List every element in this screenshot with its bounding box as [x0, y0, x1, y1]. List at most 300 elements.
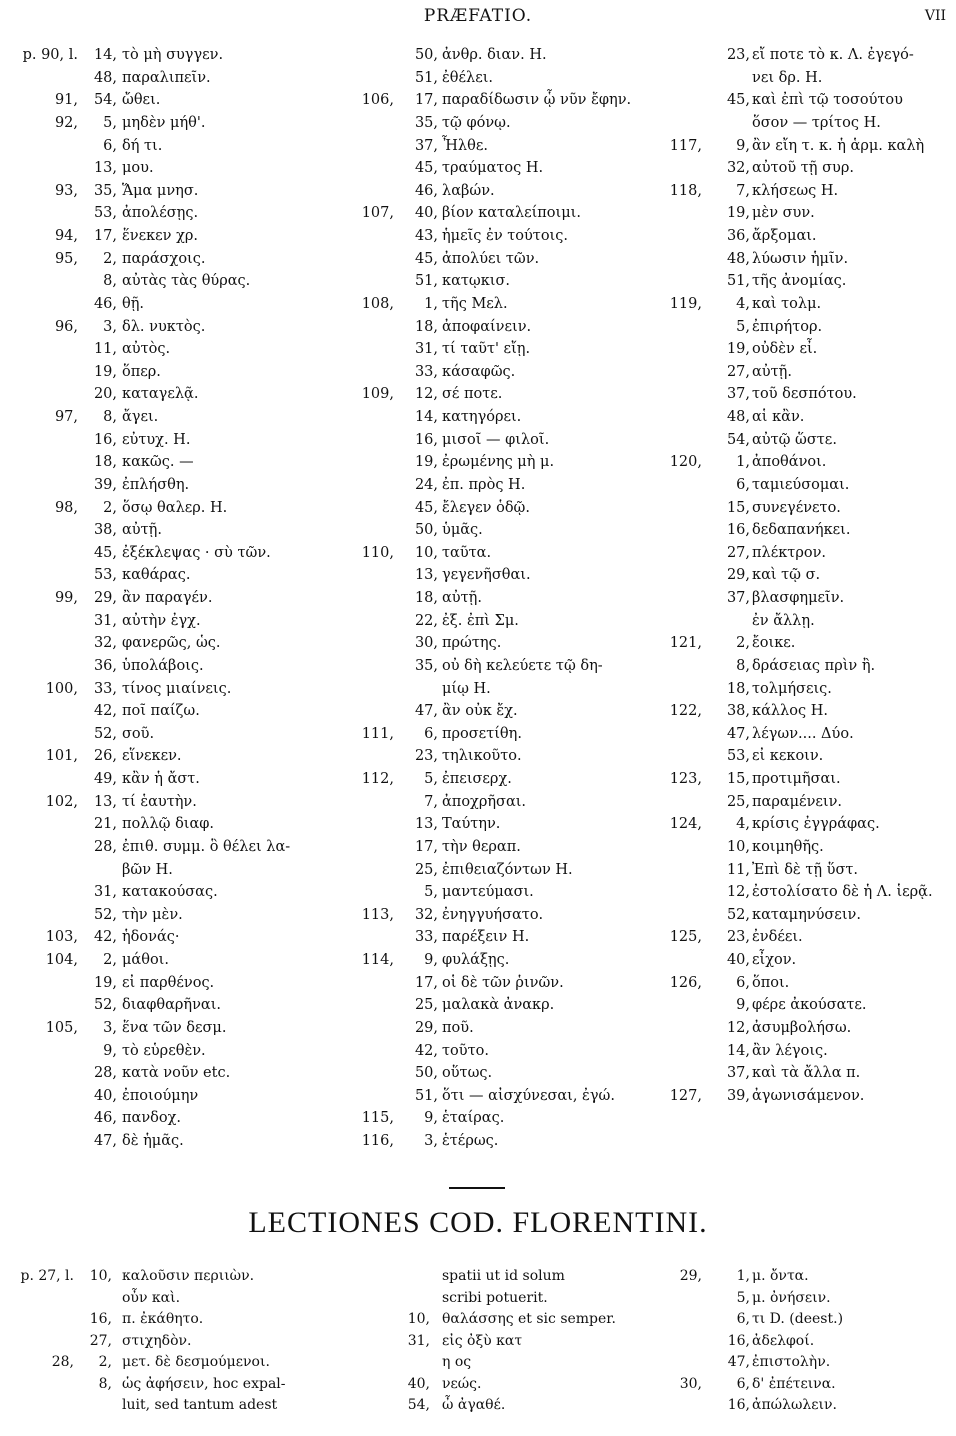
index-entry [640, 632, 956, 655]
entry-reading: συνεγένετο. [752, 499, 841, 516]
entry-page: 115, [361, 1110, 394, 1127]
entry-line: 10, [407, 1311, 430, 1327]
entry-line: 1, [736, 1268, 750, 1284]
entry-line: 5, [736, 318, 750, 335]
index-entry [640, 180, 956, 203]
entry-page: 116, [361, 1133, 394, 1149]
index-entry [0, 270, 320, 293]
entry-line: 12, [414, 386, 438, 403]
index-entry [640, 112, 956, 135]
entry-line: 6, [736, 476, 750, 493]
entry-line: 8, [98, 1375, 112, 1392]
entry-line: 45, [93, 544, 117, 561]
entry-reading: καὶ τὰ ἄλλα π. [752, 1065, 861, 1082]
entry-line: 13, [414, 567, 438, 584]
entry-reading: μισοῖ — φιλοῖ. [442, 431, 550, 448]
entry-line: 40, [726, 952, 750, 968]
index-entry [0, 949, 320, 972]
index-entry [330, 361, 650, 384]
entry-line: 35, [414, 114, 438, 131]
entry-reading: καταμηνύσειν. [752, 906, 861, 923]
entry-reading: βίον καταλείποιμι. [442, 205, 581, 222]
index-entry [640, 745, 956, 768]
entry-reading: ὑμᾶς. [442, 522, 483, 539]
entry-line: 3, [103, 1019, 117, 1036]
entry-line: 42, [93, 703, 117, 720]
entry-reading: κακῶς. — [122, 454, 194, 471]
index-entry [330, 338, 650, 361]
entry-line: 17, [414, 92, 438, 109]
index-entry [330, 1309, 650, 1331]
entry-reading: ἄγει. [122, 409, 159, 425]
entry-line: 42, [93, 929, 117, 946]
index-entry [0, 587, 320, 610]
entry-reading: ἀπώλωλειν. [752, 1397, 837, 1413]
entry-line: 38, [93, 522, 117, 539]
entry-reading: πολλῷ διαφ. [122, 816, 215, 833]
entry-page: 108, [361, 295, 394, 312]
entry-reading: ἀποθάνοι. [752, 454, 827, 471]
entry-page: 118, [669, 182, 702, 199]
entry-reading: πρώτης. [442, 635, 502, 652]
index-entry [640, 949, 956, 972]
index-entry [0, 1352, 330, 1374]
entry-page: 105, [45, 1019, 78, 1036]
index-entry [640, 406, 956, 429]
index-entry [640, 451, 956, 474]
entry-page: 110, [361, 544, 394, 561]
entry-line: 2, [98, 1354, 112, 1370]
entry-page: 101, [45, 748, 78, 765]
index-entry [330, 1266, 650, 1288]
entry-line: 10, [89, 1268, 112, 1284]
entry-page: 126, [669, 974, 702, 991]
entry-line: 8, [103, 273, 117, 290]
entry-line: 14, [414, 409, 438, 425]
entry-reading: φέρε ἀκούσατε. [752, 997, 867, 1014]
entry-line: 40, [93, 1087, 117, 1104]
entry-reading: ἀγωνισάμενον. [752, 1087, 865, 1104]
entry-line: 47, [93, 1133, 117, 1149]
entry-reading: βλασφημεῖν. [752, 590, 845, 606]
entry-line: 31, [414, 341, 438, 358]
entry-page: 124, [669, 816, 702, 833]
entry-reading: καὶ τῷ σ. [752, 567, 821, 584]
entry-reading: αὐτὴν ἐγχ. [122, 612, 201, 629]
entry-line: 18, [726, 680, 750, 697]
index-entry [640, 610, 956, 633]
index-entry [640, 361, 956, 384]
entry-line: 40, [414, 205, 438, 222]
index-entry [330, 678, 650, 701]
entry-line: 43, [414, 228, 438, 244]
entry-reading: οὖν καὶ. [122, 1289, 181, 1306]
entry-reading: ὤθει. [122, 92, 161, 109]
entry-reading: Ἦλθε. [442, 137, 488, 154]
entry-line: 32, [726, 160, 750, 177]
index-entry [330, 949, 650, 972]
index-entry [640, 836, 956, 859]
index-entry [0, 904, 320, 927]
entry-reading: ἡδονάς· [122, 929, 180, 946]
index-entry [330, 1130, 650, 1153]
index-entry [640, 768, 956, 791]
entry-line: 9, [424, 1110, 438, 1127]
entry-reading: μ. ὀνήσειν. [752, 1289, 831, 1306]
index-entry [640, 564, 956, 587]
index-entry [0, 67, 320, 90]
entry-line: 45, [414, 499, 438, 516]
index-entry [0, 202, 320, 225]
index-entry [330, 157, 650, 180]
entry-reading: μίῳ H. [442, 680, 491, 697]
entry-reading: ἕνεκεν χρ. [122, 228, 199, 244]
index-entry [640, 316, 956, 339]
entry-line: 9, [103, 1042, 117, 1059]
entry-line: 27, [89, 1332, 112, 1349]
index-entry [0, 361, 320, 384]
entry-reading: ταῦτα. [442, 544, 492, 561]
entry-line: 5, [736, 1289, 750, 1306]
entry-reading: λύωσιν ἡμῖν. [752, 250, 849, 267]
index-entry [330, 497, 650, 520]
entry-reading: τοῦτο. [442, 1042, 489, 1059]
index-entry [0, 768, 320, 791]
entry-line: 10, [414, 544, 438, 561]
entry-reading: παραμένειν. [752, 793, 843, 810]
entry-line: 37, [726, 1065, 750, 1082]
entry-reading: οὐ δὴ κελεύετε τῷ δη- [442, 657, 603, 674]
entry-line: 38, [726, 703, 750, 720]
index-entry [0, 1085, 320, 1108]
entry-reading: ἀποφαίνειν. [442, 318, 532, 335]
entry-reading: καὶ τολμ. [752, 295, 822, 312]
entry-line: 16, [93, 431, 117, 448]
entry-line: 28, [93, 1065, 117, 1082]
entry-reading: κἂν ἡ ἄστ. [122, 771, 200, 787]
index-entry [0, 316, 320, 339]
index-entry [640, 1085, 956, 1108]
entry-reading: Ἅμα μνησ. [122, 182, 199, 199]
index-entry [640, 1062, 956, 1085]
entry-reading: ἐθέλει. [442, 69, 494, 86]
entry-reading: νεώς. [442, 1375, 482, 1392]
entry-reading: τὴν μὲν. [122, 906, 183, 923]
entry-line: 8, [736, 657, 750, 674]
index-entry [640, 270, 956, 293]
entry-page: 119, [669, 295, 702, 312]
index-entry [330, 1017, 650, 1040]
entry-line: 2, [103, 499, 117, 516]
index-entry [640, 519, 956, 542]
entry-page: 98, [54, 499, 78, 516]
entry-reading: οὐδὲν εἶ. [752, 341, 818, 358]
entry-line: 32, [93, 635, 117, 652]
entry-line: 49, [93, 771, 117, 787]
entry-page: 102, [45, 793, 78, 810]
index-entry [330, 1062, 650, 1085]
entry-reading: ὅποι. [752, 974, 790, 991]
entry-line: 7, [424, 793, 438, 810]
index-entry [640, 202, 956, 225]
entry-line: 36, [93, 657, 117, 674]
entry-reading: εὐτυχ. H. [122, 431, 191, 448]
index-entry [330, 1352, 650, 1374]
entry-reading: ὅτι — αἰσχύνεσαι, ἐγώ. [442, 1087, 615, 1104]
entry-reading: γεγενῆσθαι. [442, 567, 531, 584]
entry-line: 14, [726, 1042, 750, 1059]
entry-page: 117, [669, 137, 702, 154]
entry-line: 7, [736, 182, 750, 199]
entry-reading: μου. [122, 160, 154, 177]
entry-line: 15, [726, 499, 750, 516]
entry-reading: εἰ κεκοιν. [752, 748, 824, 765]
index-entry [330, 610, 650, 633]
entry-line: 52, [93, 997, 117, 1014]
entry-line: 48, [93, 69, 117, 86]
florentine-column-3 [640, 1266, 956, 1417]
entry-line: 6, [736, 974, 750, 991]
entry-line: 19, [93, 974, 117, 991]
entry-line: 6, [736, 1311, 750, 1327]
index-entry [0, 1331, 330, 1353]
index-entry [640, 1374, 956, 1396]
index-entry [330, 1331, 650, 1353]
index-entry [330, 383, 650, 406]
entry-line: 46, [93, 295, 117, 312]
entry-reading: ἐξ. ἐπὶ Σμ. [442, 612, 519, 629]
entry-line: 22, [414, 612, 438, 629]
entry-reading: ἀδελφοί. [752, 1332, 815, 1349]
index-entry [0, 1266, 330, 1288]
entry-reading: spatii ut id solum [442, 1268, 565, 1284]
entry-reading: κοιμηθῆς. [752, 838, 824, 855]
entry-line: 32, [414, 906, 438, 923]
index-entry [640, 678, 956, 701]
index-entry [0, 1395, 330, 1417]
index-entry [0, 180, 320, 203]
entry-reading: προσετίθη. [442, 725, 522, 742]
entry-line: 31, [407, 1332, 430, 1349]
index-entry [0, 1017, 320, 1040]
entry-line: 47, [727, 1354, 750, 1370]
entry-reading: ταμιεύσομαι. [752, 476, 850, 493]
entry-reading: τραύματος H. [442, 160, 544, 177]
index-entry [0, 972, 320, 995]
entry-page: 122, [669, 703, 702, 720]
index-entry [640, 859, 956, 882]
entry-line: 19, [93, 363, 117, 380]
entry-reading: θαλάσσης et sic semper. [442, 1311, 616, 1327]
entry-reading: προτιμῆσαι. [752, 771, 841, 787]
entry-line: 52, [726, 906, 750, 923]
running-title: PRÆFATIO. [423, 6, 533, 26]
entry-reading: ὅσον — τρίτος H. [752, 114, 881, 131]
entry-reading: σέ ποτε. [442, 386, 503, 403]
index-entry [0, 610, 320, 633]
entry-reading: δ' ἐπέτεινα. [752, 1375, 836, 1392]
index-entry [330, 904, 650, 927]
index-entry [640, 248, 956, 271]
entry-line: 51, [414, 273, 438, 290]
index-entry [330, 451, 650, 474]
entry-line: 45, [414, 250, 438, 267]
index-entry [0, 564, 320, 587]
entry-reading: μὲν συν. [752, 205, 815, 222]
entry-line: 39, [93, 476, 117, 493]
entry-line: 54, [407, 1397, 430, 1413]
entry-reading: κατακούσας. [122, 884, 218, 901]
entry-line: 30, [414, 635, 438, 652]
entry-page: 28, [51, 1354, 74, 1370]
entry-reading: μετ. δὲ δεσμούμενοι. [122, 1354, 270, 1370]
index-entry [640, 67, 956, 90]
entry-reading: ἐστολίσατο δὲ ἡ Λ. ἱερᾷ. [752, 884, 933, 901]
index-entry [0, 791, 320, 814]
index-entry [0, 859, 320, 882]
entry-page: 92, [54, 114, 78, 131]
entry-reading: μηδὲν μήθ'. [122, 114, 206, 131]
entry-line: 45, [414, 160, 438, 177]
entry-line: 1, [736, 454, 750, 471]
entry-reading: κλήσεως H. [752, 182, 839, 199]
entry-reading: καθάρας. [122, 567, 191, 584]
index-entry [640, 44, 956, 67]
entry-page: 93, [54, 182, 78, 199]
index-entry [640, 383, 956, 406]
entry-line: 17, [414, 974, 438, 991]
entry-line: 31, [93, 612, 117, 629]
entry-reading: ἐνδέει. [752, 929, 803, 946]
entry-reading: δλ. νυκτὸς. [122, 318, 206, 335]
entry-page: 121, [669, 635, 702, 652]
entry-page: 123, [669, 771, 702, 787]
entry-reading: οἱ δὲ τῶν ῥινῶν. [442, 974, 564, 991]
index-entry [640, 813, 956, 836]
section-divider [449, 1187, 505, 1189]
entry-reading: ἐπιρήτορ. [752, 318, 823, 335]
entry-line: 19, [726, 341, 750, 358]
entry-reading: ὅπερ. [122, 363, 161, 380]
entry-line: 2, [103, 250, 117, 267]
index-entry [0, 1288, 330, 1310]
index-entry [330, 293, 650, 316]
index-column-2 [330, 44, 650, 1153]
index-entry [330, 474, 650, 497]
entry-line: 29, [93, 590, 117, 606]
index-entry [640, 1040, 956, 1063]
entry-line: 15, [726, 771, 750, 787]
entry-reading: παράσχοις. [122, 250, 206, 267]
index-entry [330, 406, 650, 429]
entry-reading: ἐπεισερχ. [442, 771, 512, 787]
entry-reading: αὐτῇ. [752, 363, 792, 380]
entry-line: 4, [736, 295, 750, 312]
index-entry [0, 1107, 320, 1130]
index-entry [330, 768, 650, 791]
index-entry [330, 316, 650, 339]
index-entry [330, 542, 650, 565]
entry-line: 11, [93, 341, 117, 358]
entry-reading: αὐτὸς. [122, 341, 171, 358]
index-entry [640, 700, 956, 723]
entry-reading: luit, sed tantum adest [122, 1397, 278, 1413]
index-entry [0, 1062, 320, 1085]
index-entry [640, 429, 956, 452]
entry-reading: ἀνθρ. διαν. H. [442, 47, 547, 63]
index-entry [0, 157, 320, 180]
entry-reading: ἐξέκλεψας · σὺ τῶν. [122, 544, 271, 561]
index-entry [330, 836, 650, 859]
entry-line: 11, [726, 861, 750, 878]
entry-reading: ὑπολάβοις. [122, 657, 204, 674]
entry-line: 53, [93, 567, 117, 584]
entry-reading: τὸ μὴ συγγεν. [122, 47, 224, 63]
entry-page: 106, [361, 92, 394, 109]
index-entry [640, 293, 956, 316]
entry-page: 91, [54, 92, 78, 109]
entry-reading: ἐπιθειαζόντων H. [442, 861, 573, 878]
entry-line: 42, [414, 1042, 438, 1059]
index-entry [640, 904, 956, 927]
index-entry [0, 1309, 330, 1331]
index-entry [0, 700, 320, 723]
index-entry [0, 1040, 320, 1063]
index-entry [330, 881, 650, 904]
entry-reading: πλέκτρον. [752, 544, 826, 561]
entry-line: 37, [414, 137, 438, 154]
entry-reading: δὲ ἡμᾶς. [122, 1133, 184, 1149]
entry-page: 113, [361, 906, 394, 923]
entry-reading: παραδίδωσιν ᾧ νῦν ἔφην. [442, 92, 632, 109]
entry-line: 23, [726, 47, 750, 63]
entry-reading: ἐπιθ. συμμ. ὃ θέλει λα- [122, 838, 291, 855]
entry-line: 45, [726, 92, 750, 109]
entry-line: 31, [93, 884, 117, 901]
entry-line: 5, [424, 884, 438, 901]
index-entry [330, 700, 650, 723]
index-entry [330, 519, 650, 542]
entry-reading: καὶ ἐπὶ τῷ τοσούτου [752, 92, 903, 109]
entry-reading: ἐρωμένης μὴ μ. [442, 454, 555, 471]
entry-reading: ἐπ. πρὸς H. [442, 476, 526, 493]
entry-reading: λέγων.... Δύο. [752, 725, 854, 742]
entry-line: 51, [414, 69, 438, 86]
entry-reading: εἴ ποτε τὸ κ. Λ. ἐγεγό- [752, 47, 914, 63]
entry-page: 94, [54, 228, 78, 244]
entry-reading: τῷ φόνῳ. [442, 114, 511, 131]
index-entry [330, 1085, 650, 1108]
index-entry [640, 1288, 956, 1310]
index-entry [330, 248, 650, 271]
entry-line: 6, [424, 725, 438, 742]
index-entry [330, 89, 650, 112]
entry-reading: π. ἐκάθητο. [122, 1311, 204, 1327]
entry-line: 1, [424, 295, 438, 312]
entry-page: 120, [669, 454, 702, 471]
entry-line: 52, [93, 906, 117, 923]
entry-reading: Ἐπὶ δὲ τῇ ὕστ. [752, 861, 858, 878]
entry-reading: ἔοικε. [752, 635, 796, 652]
entry-reading: ἂν λέγοις. [752, 1042, 828, 1059]
entry-line: 19, [726, 205, 750, 222]
entry-line: 5, [424, 771, 438, 787]
index-entry [0, 836, 320, 859]
entry-line: 46, [93, 1110, 117, 1127]
entry-reading: η ος [442, 1354, 472, 1370]
entry-page: 104, [45, 952, 78, 968]
entry-reading: αὐτῇ. [122, 522, 162, 539]
